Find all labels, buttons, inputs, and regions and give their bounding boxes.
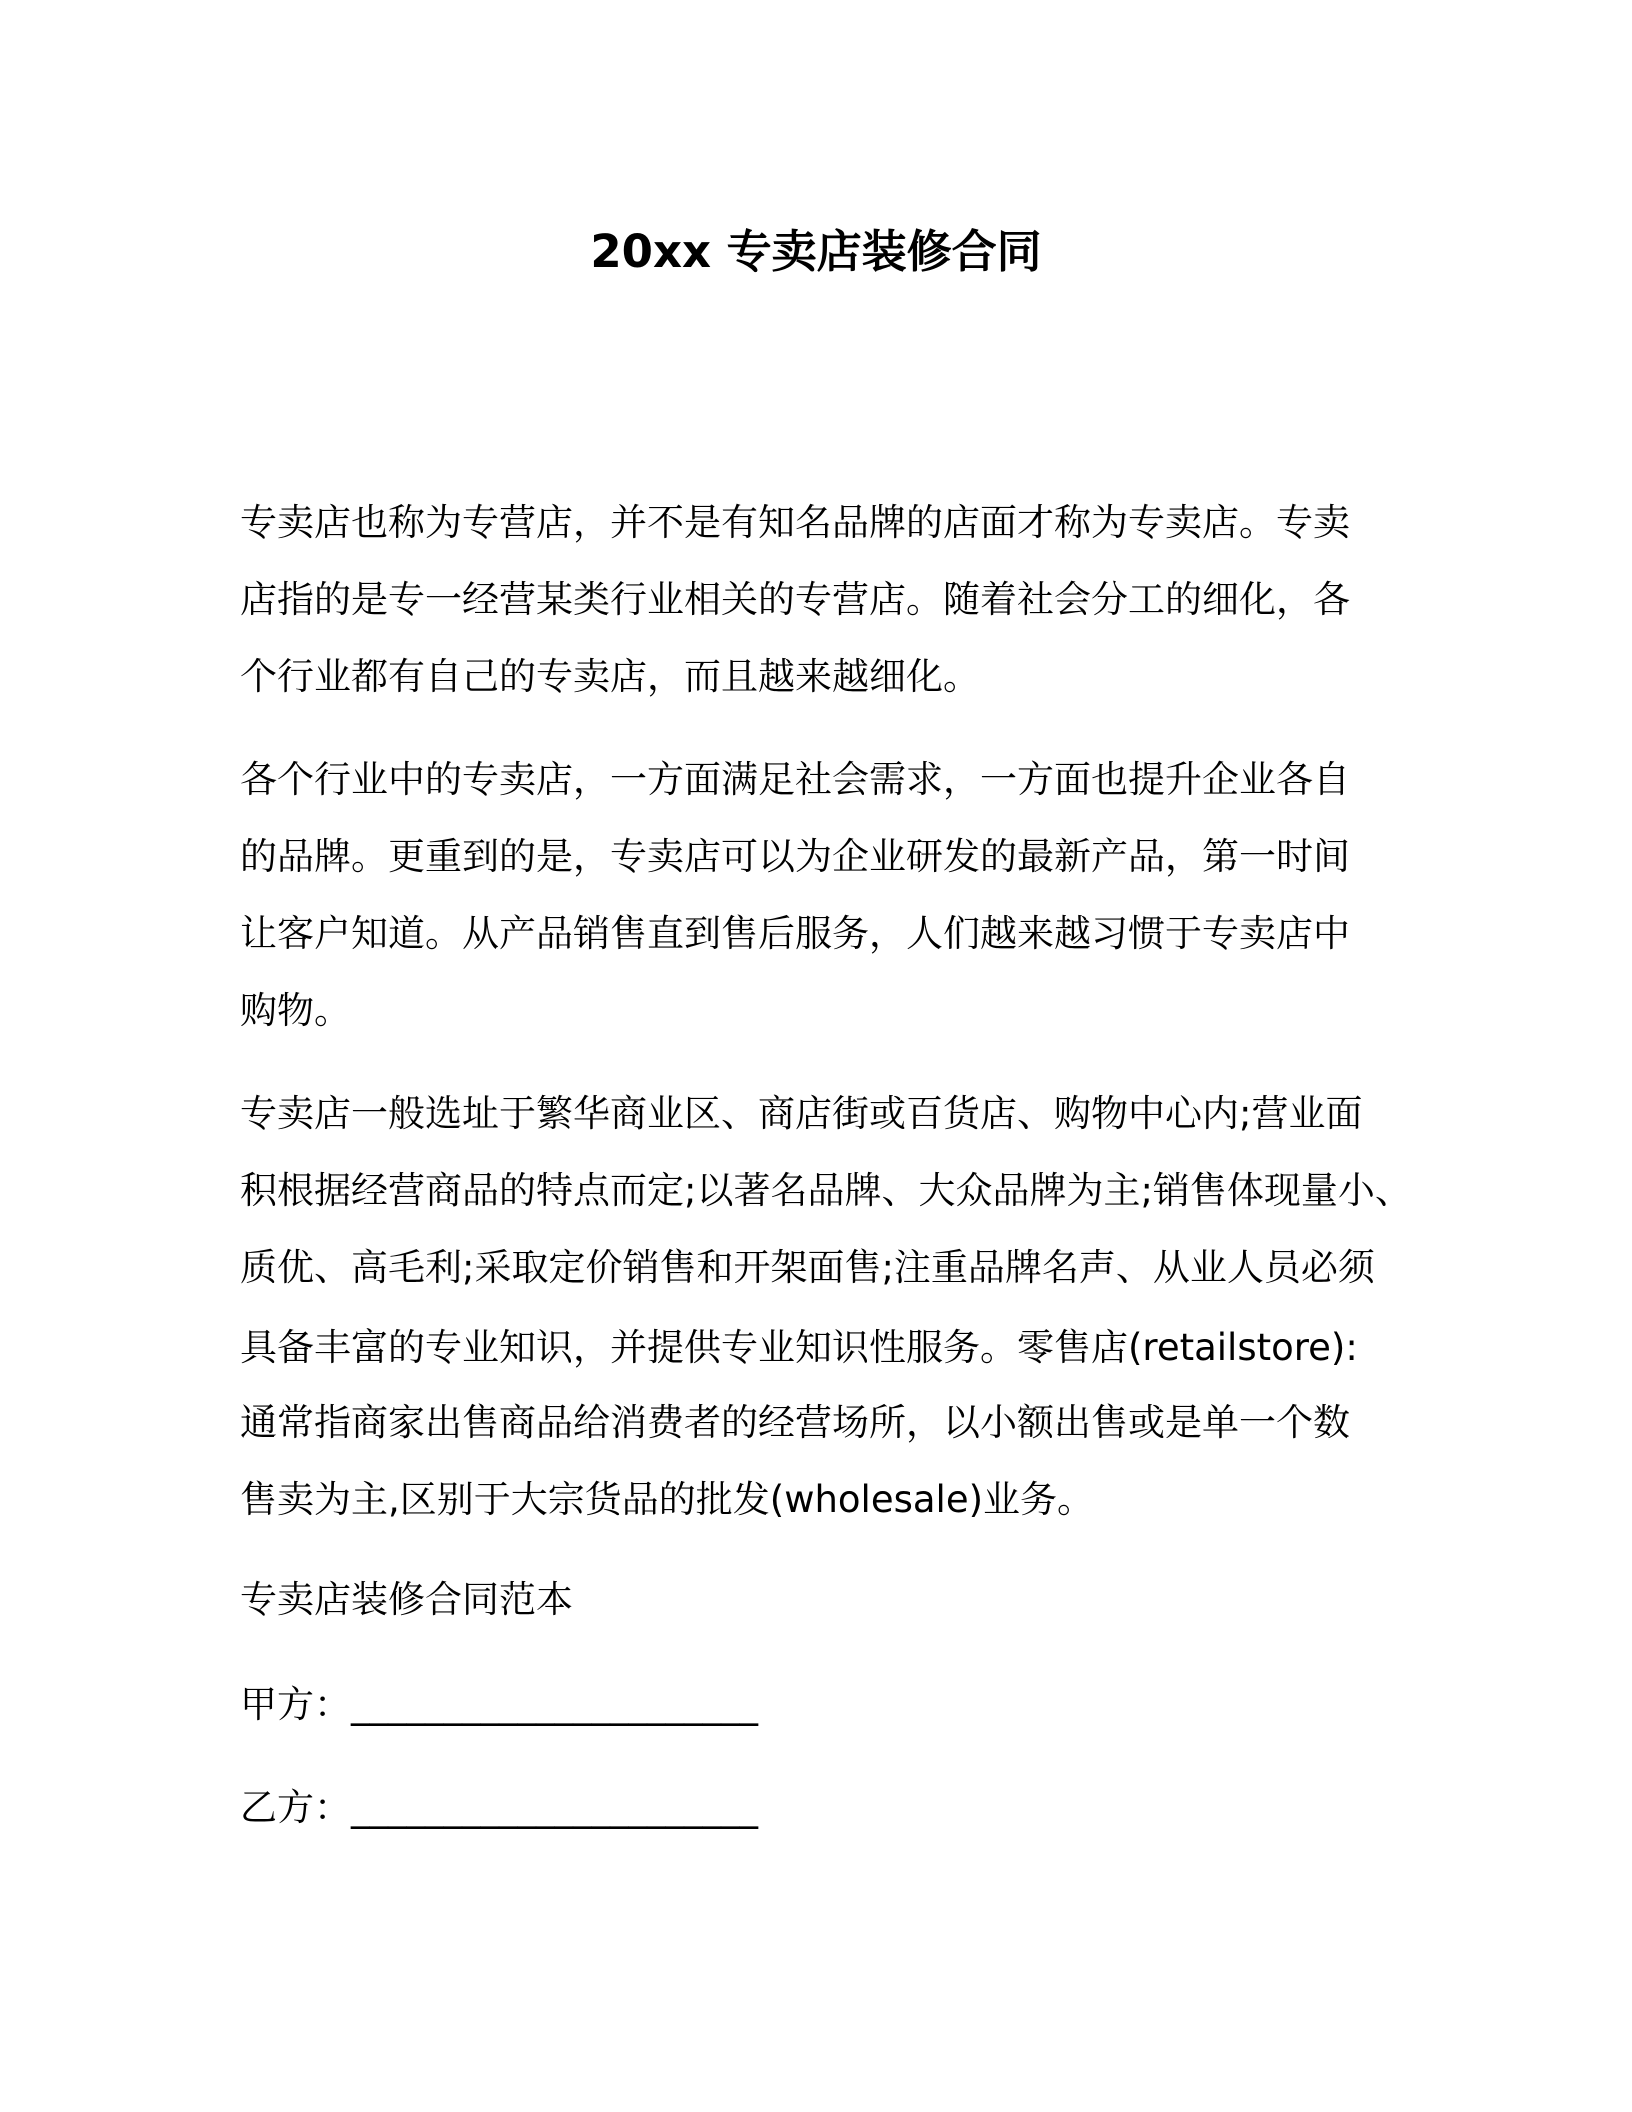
paragraph-3-line-6: 售卖为主,区别于大宗货品的批发(wholesale)业务。 (240, 1478, 1095, 1521)
paragraph-2-line-4: 购物。 (240, 989, 351, 1032)
paragraph-1-line-2: 店指的是专一经营某类行业相关的专营店。随着社会分工的细化，各 (240, 578, 1350, 621)
paragraph-2-line-3: 让客户知道。从产品销售直到售后服务，人们越来越习惯于专卖店中 (240, 912, 1350, 955)
party-b-blank: ______________________ (351, 1786, 758, 1829)
document-title: 20xx 专卖店装修合同 (590, 225, 1042, 278)
paragraph-2-line-1: 各个行业中的专卖店，一方面满足社会需求，一方面也提升企业各自 (240, 758, 1350, 801)
party-b-field (240, 1783, 758, 1833)
party-a-blank: ______________________ (351, 1683, 758, 1726)
paragraph-3-line-5: 通常指商家出售商品给消费者的经营场所，以小额出售或是单一个数 (240, 1401, 1350, 1444)
party-a-label: 甲方： (240, 1683, 351, 1726)
party-a-field (240, 1680, 758, 1730)
paragraph-1-line-3: 个行业都有自己的专卖店，而且越来越细化。 (240, 655, 980, 698)
paragraph-3-line-3: 质优、高毛利;采取定价销售和开架面售;注重品牌名声、从业人员必须 (240, 1246, 1375, 1289)
party-b-label: 乙方： (240, 1786, 351, 1829)
paragraph-3-line-4: 具备丰富的专业知识，并提供专业知识性服务。零售店(retailstore): (240, 1326, 1358, 1369)
template-heading: 专卖店装修合同范本 (240, 1578, 573, 1621)
paragraph-1-line-1: 专卖店也称为专营店，并不是有知名品牌的店面才称为专卖店。专卖 (240, 501, 1350, 544)
paragraph-2-line-2: 的品牌。更重到的是，专卖店可以为企业研发的最新产品，第一时间 (240, 835, 1350, 878)
paragraph-3-line-2: 积根据经营商品的特点而定;以著名品牌、大众品牌为主;销售体现量小、 (240, 1169, 1412, 1212)
paragraph-3-line-1: 专卖店一般选址于繁华商业区、商店街或百货店、购物中心内;营业面 (240, 1092, 1363, 1135)
